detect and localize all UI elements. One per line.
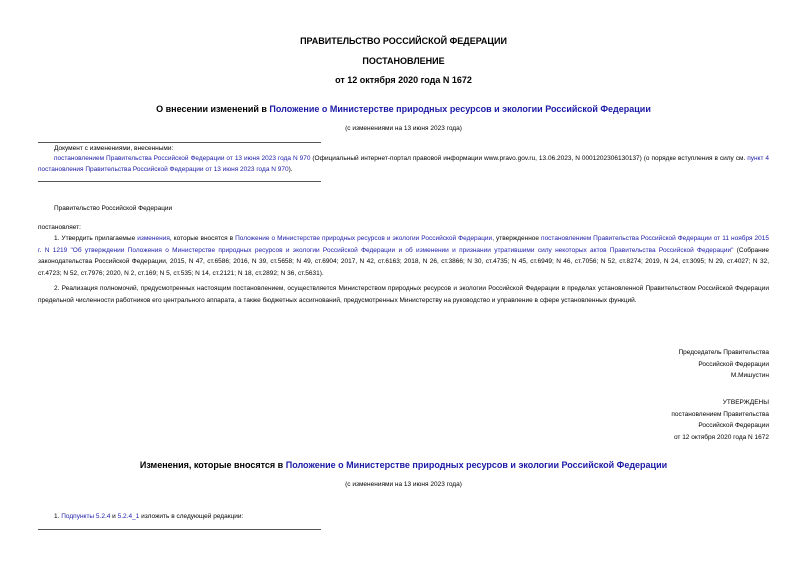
item1-rest: изложить в следующей редакции:	[139, 513, 244, 520]
changes-title-link[interactable]: Положение о Министерстве природных ресурсов и экологии Российской Федерации	[285, 460, 668, 470]
doc-title-prefix: О внесении изменений в	[156, 104, 270, 114]
doc-type: ПОСТАНОВЛЕНИЕ	[362, 56, 445, 66]
changes-amended-note: (с изменениями на 13 июня 2023 года)	[345, 481, 462, 488]
p1-link-changes[interactable]: изменения	[137, 235, 170, 242]
paragraph-2: 2. Реализация полномочий, предусмотренных настоящим постановлением, осуществляется Министерством природных ресурсов и экологии Российской Федерации в пределах установленной Правительством Российской Федерации предельной численности работников его центрального аппарата, а также бюджетных ассигнований, предусмотренных Министерству на руководство и управление в сфере установленных функций.	[38, 285, 769, 304]
signature-country: Российской Федерации	[698, 360, 769, 368]
p1-text-1: 1. Утвердить прилагаемые	[54, 235, 138, 242]
changes-title	[0, 461, 807, 470]
item1-link-5-2-4-1[interactable]: 5.2.4_1	[117, 513, 140, 520]
divider-bottom	[38, 181, 321, 182]
amendment-link-970[interactable]: постановлением Правительства Российской Федерации от 13 июня 2023 года N 970	[54, 155, 311, 162]
item1-and: и	[110, 513, 118, 520]
government-text: Правительство Российской Федерации	[54, 205, 173, 212]
amendment-link-point4[interactable]: пункт 4 постановления Правительства Российской Федерации от 13 июня 2023 года N 970	[38, 155, 769, 173]
signature-block	[678, 347, 769, 382]
doc-date-number: от 12 октября 2020 года N 1672	[335, 75, 472, 85]
p1-link-regulation[interactable]: Положение о Министерстве природных ресурсов и экологии Российской Федерации	[235, 235, 493, 242]
approved-date: от 12 октября 2020 года N 1672	[673, 433, 769, 441]
resolves-text: постановляет:	[38, 224, 81, 231]
doc-title	[0, 105, 807, 114]
approved-country: Российской Федерации	[698, 422, 769, 429]
signature-position: Председатель Правительства	[678, 349, 769, 356]
approved-block	[671, 397, 769, 443]
doc-title-link[interactable]: Положение о Министерстве природных ресурсов и экологии Российской Федерации	[269, 104, 651, 114]
paragraph-1	[38, 233, 769, 279]
changes-title-prefix: Изменения, которые вносятся в	[139, 460, 286, 470]
divider-end	[38, 529, 321, 530]
amendments-text	[38, 153, 769, 175]
change-item-1	[54, 514, 243, 521]
approved-by: постановлением Правительства	[671, 410, 769, 418]
amendments-end: ).	[288, 166, 293, 173]
org-title: ПРАВИТЕЛЬСТВО РОССИЙСКОЙ ФЕДЕРАЦИИ	[300, 36, 507, 46]
approved-title: УТВЕРЖДЕНЫ	[722, 399, 769, 406]
amendments-source-text: (Официальный интернет-портал правовой информации www.pravo.gov.ru, 13.06.2023, N 0001202306130137) (о порядке вступления в силу см.	[310, 155, 748, 162]
amended-note: (с изменениями на 13 июня 2023 года)	[345, 125, 462, 132]
p1-link-resolution-1219[interactable]: постановлением Правительства Российской Федерации от 11 ноября 2015 г. N 1219 "Об утверждении Положения о Министерстве природных ресурсов и экологии Российской Федерации и об изменении и признании утратившими силу некоторых актов Правительства Российской Федерации"	[38, 235, 770, 254]
p1-text-3: , утвержденное	[492, 235, 542, 242]
divider-top	[38, 142, 321, 143]
p1-text-4: (Собрание законодательства Российской Федерации, 2015, N 47, ст.6586; 2016, N 39, ст.5658; N 49, ст.6904; 2017, N 42, ст.6163; 2018, N 26, ст.3866; N 30, ст.4735; N 45, ст.6949; N 46, ст.7056; N 52, ст.8274; 2019, N 24, ст.3095; N 29, ст.4027; N 32, ст.4723; N 52, ст.7976; 2020, N 2, ст.169; N 5, ст.535; N 14, ст.2121; N 18, ст.2892; N 36, ст.5631).	[38, 246, 769, 277]
item1-link-5-2-4[interactable]: Подпункты 5.2.4	[61, 513, 111, 520]
amendments-label: Документ с изменениями, внесенными:	[54, 145, 174, 152]
p1-text-2: , которые вносятся в	[169, 235, 236, 242]
signature-name: М.Мишустин	[730, 372, 769, 379]
item1-number: 1.	[54, 513, 62, 520]
